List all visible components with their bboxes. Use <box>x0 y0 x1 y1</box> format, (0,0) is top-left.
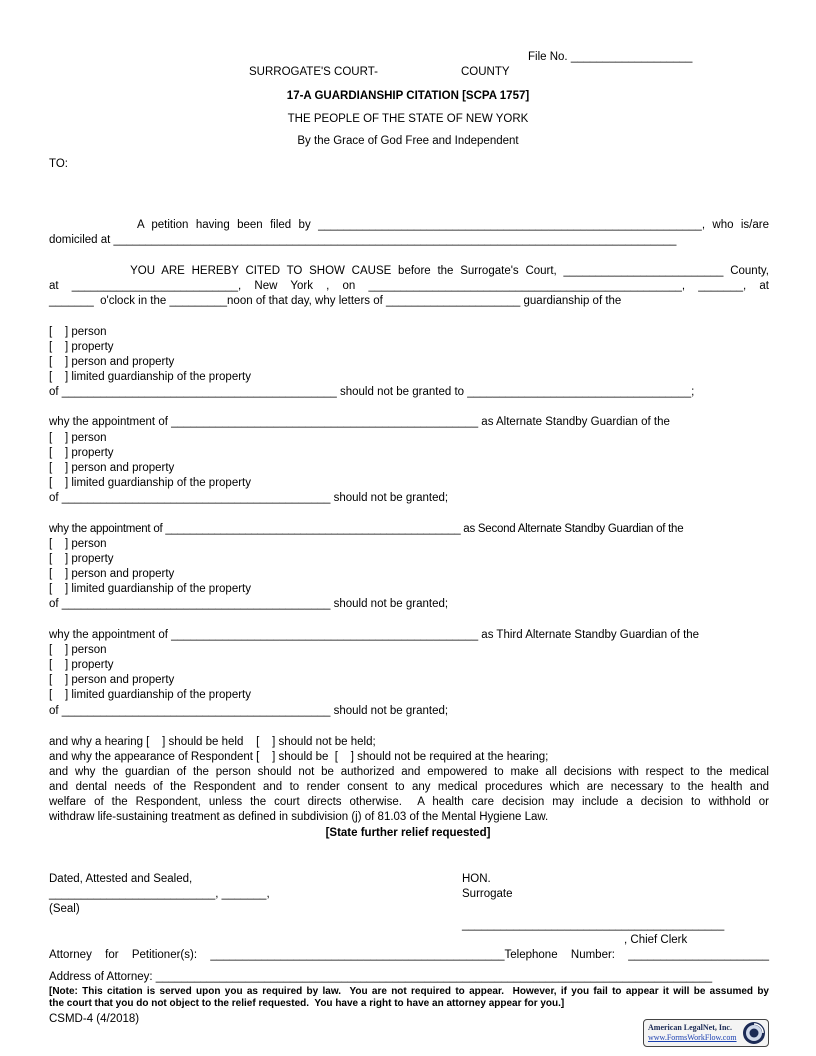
attorney-address-line: Address of Attorney: _______________________________________________________________________________________ <box>49 971 713 983</box>
american-legalnet-logo[interactable] <box>643 1019 769 1047</box>
court-county-line: SURROGATE'S COURT- COUNTY <box>249 66 510 78</box>
further-relief-heading: [State further relief requested] <box>325 827 491 839</box>
option-person-and-property: [ ] person and property <box>49 462 175 474</box>
legalnet-seal-icon <box>742 1021 766 1045</box>
cited-line-3: _______ o'clock in the _________noon of that day, why letters of _____________________ guardianship of the <box>49 295 622 307</box>
chief-clerk-label: , Chief Clerk <box>624 934 688 946</box>
cited-line-2: at __________________________, New York , on _________________________________________________, _______, at <box>49 280 769 292</box>
option-person-and-property: [ ] person and property <box>49 568 175 580</box>
surrogate-label: Surrogate <box>462 888 513 900</box>
service-note-line-2: the court that you do not object to the relief requested. You have a right to have an attorney appear for you.] <box>49 998 565 1009</box>
date-blank: __________________________, _______, <box>49 888 270 900</box>
option-property: [ ] property <box>49 341 114 353</box>
logo-website-link[interactable]: www.FormsWorkFlow.com <box>648 1033 737 1042</box>
hon-label: HON. <box>462 873 491 885</box>
appearance-line: and why the appearance of Respondent [ ] should be [ ] should not be required at the hearing; <box>49 751 549 763</box>
dated-label: Dated, Attested and Sealed, <box>49 873 193 885</box>
form-title: 17-A GUARDIANSHIP CITATION [SCPA 1757] <box>286 90 530 102</box>
option-limited-guardianship: [ ] limited guardianship of the property <box>49 583 251 595</box>
seal-label: (Seal) <box>49 903 80 915</box>
third-alternate-of-line: of __________________________________________ should not be granted; <box>49 705 449 717</box>
option-person-and-property: [ ] person and property <box>49 674 175 686</box>
option-person: [ ] person <box>49 538 107 550</box>
second-alternate-of-line: of __________________________________________ should not be granted; <box>49 598 449 610</box>
option-person: [ ] person <box>49 432 107 444</box>
option-property: [ ] property <box>49 659 114 671</box>
authority-line-2: and dental needs of the Respondent and to render consent to any medical procedures which are necessary to the health and <box>49 781 769 793</box>
hearing-line: and why a hearing [ ] should be held [ ] should not be held; <box>49 736 376 748</box>
petition-line-2: domiciled at ________________________________________________________________________________________ <box>49 234 677 246</box>
form-id: CSMD-4 (4/2018) <box>49 1013 140 1025</box>
service-note-line-1: [Note: This citation is served upon you as required by law. You are not required to appear. However, if you fail to appear it will be assumed by <box>49 986 769 997</box>
to-label: TO: <box>49 158 68 170</box>
chief-clerk-signature-line: _________________________________________ <box>462 919 725 931</box>
alternate-intro: why the appointment of ________________________________________________ as Alternate Standby Guardian of the <box>49 416 670 428</box>
third-alternate-intro: why the appointment of ________________________________________________ as Third Alternate Standby Guardian of the <box>49 629 700 641</box>
option-property: [ ] property <box>49 553 114 565</box>
first-of-line: of ___________________________________________ should not be granted to ___________________________________; <box>49 386 695 398</box>
petition-line-1: A petition having been filed by ____________________________________________________________, who is/are <box>49 219 769 231</box>
authority-line-4: withdraw life-sustaining treatment as defined in subdivision (j) of 81.03 of the Mental Hygiene Law. <box>49 811 549 823</box>
people-heading: THE PEOPLE OF THE STATE OF NEW YORK <box>287 113 529 125</box>
option-limited-guardianship: [ ] limited guardianship of the property <box>49 689 251 701</box>
logo-company-name: American LegalNet, Inc. <box>648 1023 732 1032</box>
second-alternate-intro: why the appointment of ________________________________________________ as Second Alternate Standby Guardian of the <box>49 523 684 535</box>
authority-line-1: and why the guardian of the person should not be authorized and empowered to make all decisions with respect to the medical <box>49 766 769 778</box>
cited-line-1: YOU ARE HEREBY CITED TO SHOW CAUSE before the Surrogate's Court, _________________________ County, <box>49 265 769 277</box>
option-person: [ ] person <box>49 644 107 656</box>
grace-line: By the Grace of God Free and Independent <box>297 135 519 147</box>
option-property: [ ] property <box>49 447 114 459</box>
option-person-and-property: [ ] person and property <box>49 356 175 368</box>
attorney-line: Attorney for Petitioner(s): ______________________________________________Telephone Number: ______________________ <box>49 949 769 961</box>
authority-line-3: welfare of the Respondent, unless the court directs otherwise. A health care decision may include a decision to withhold or <box>49 796 769 808</box>
option-limited-guardianship: [ ] limited guardianship of the property <box>49 371 251 383</box>
option-limited-guardianship: [ ] limited guardianship of the property <box>49 477 251 489</box>
file-number-field: File No. ___________________ <box>528 51 693 63</box>
option-person: [ ] person <box>49 326 107 338</box>
alternate-of-line: of __________________________________________ should not be granted; <box>49 492 449 504</box>
